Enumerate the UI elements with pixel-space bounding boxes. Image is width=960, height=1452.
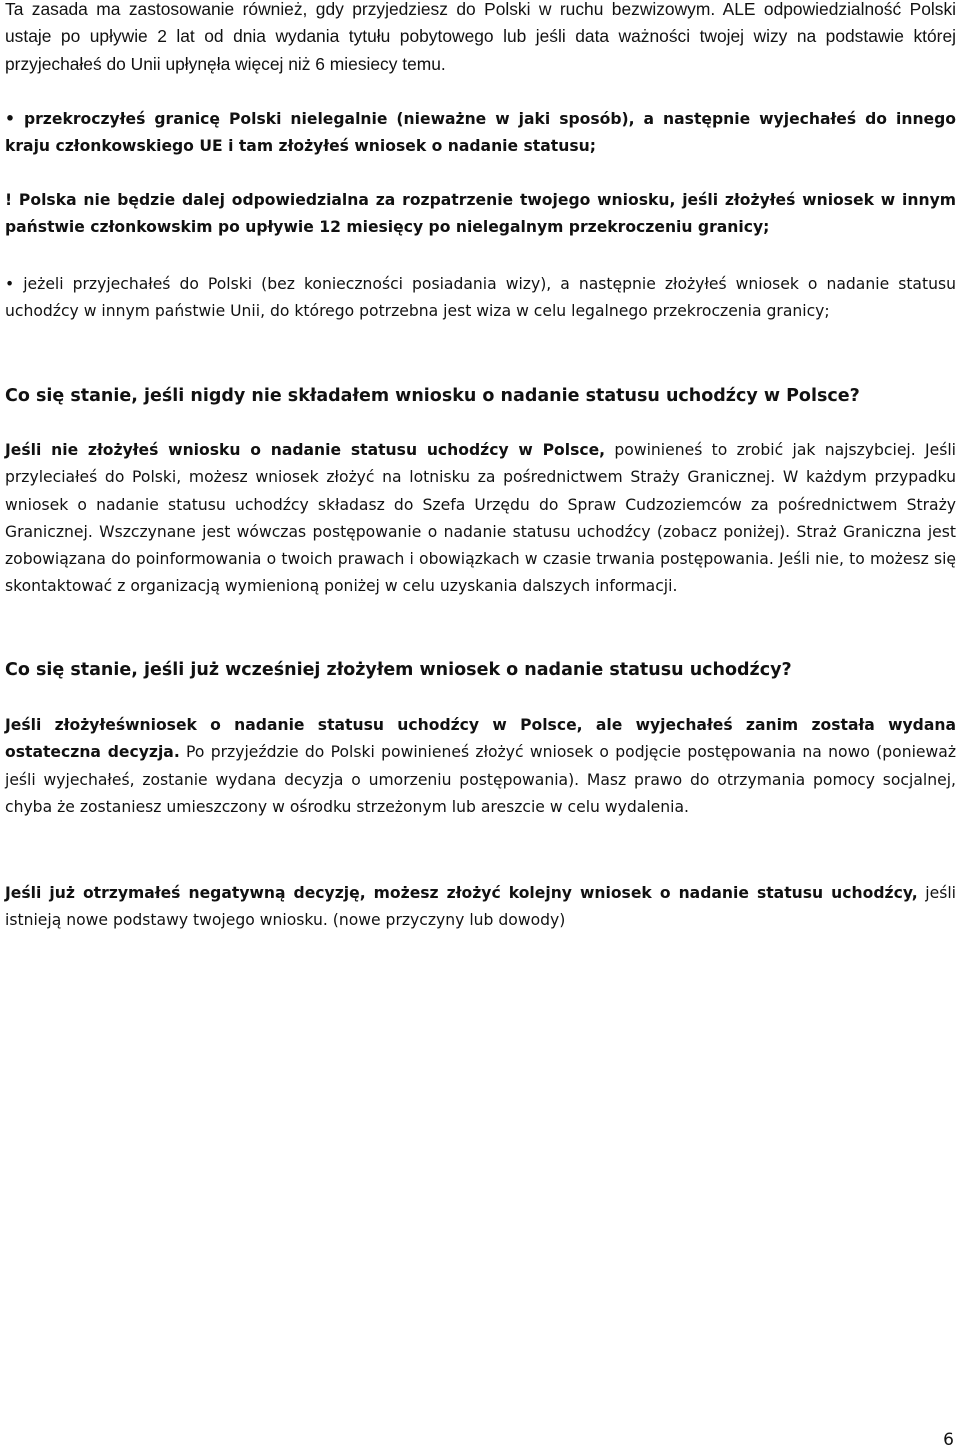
paragraph-already-applied-lead: Jeśli złożyłeśwniosek o nadanie statusu uchodźcy w Polsce, ale wyjechałeś zanim została wydana ostateczna decyzja. <box>5 716 956 762</box>
paragraph-never-applied-body: powinieneś to zrobić jak najszybciej. Jeśli przyleciałeś do Polski, możesz wniosek złożyć na lotnisku za pośrednictwem Straży Granicznej. W każdym przypadku wniosek o nadanie statusu uchodźcy składasz do Szefa Urzędu do Spraw Cudzoziemców za pośrednictwem Straży Granicznej. Wszczynane jest wówczas postępowanie o nadanie statusu uchodźcy (zobacz poniżej). Straż Graniczna jest zobowiązana do poinformowania o twoich prawach i obowiązkach w czasie trwania postępowania. Jeśli nie, to możesz się skontaktować z organizacją wymienioną poniżej w celu uzyskania dalszych informacji. <box>5 441 956 596</box>
bullet-visa-free-entry: • jeżeli przyjechałeś do Polski (bez konieczności posiadania wizy), a następnie złożyłeś wniosek o nadanie statusu uchodźcy w innym państwie Unii, do którego potrzebna jest wiza w celu legalnego przekroczenia granicy; <box>5 275 956 321</box>
warning-paragraph: ! Polska nie będzie dalej odpowiedzialna za rozpatrzenie twojego wniosku, jeśli złożyłeś wniosek w innym państwie członkowskim po upływie 12 miesięcy po nielegalnym przekroczeniu granicy; <box>5 191 956 237</box>
paragraph-already-applied-body: Po przyjeździe do Polski powinieneś złożyć wniosek o podjęcie postępowania na nowo (ponieważ jeśli wyjechałeś, zostanie wydana decyzja o umorzeniu postępowania). Masz prawo do otrzymania pomocy socjalnej, chyba że zostaniesz umieszczony w ośrodku strzeżonym lub areszcie w celu wydalenia. <box>5 743 957 816</box>
page-number: 6 <box>943 1430 954 1450</box>
paragraph-negative-decision-body: jeśli istnieją nowe podstawy twojego wniosku. (nowe przyczyny lub dowody) <box>5 884 956 930</box>
intro-paragraph: Ta zasada ma zastosowanie również, gdy przyjedziesz do Polski w ruchu bezwizowym. ALE odpowiedzialność Polski ustaje po upływie 2 lat od dnia wydania tytułu pobytowego lub jeśli data ważności twojej wizy na podstawie której przyjechałeś do Unii upłynęła więcej niż 6 miesiecy temu. <box>5 0 956 74</box>
paragraph-negative-decision-lead: Jeśli już otrzymałeś negatywną decyzję, możesz złożyć kolejny wniosek o nadanie statusu uchodźcy, <box>5 884 918 902</box>
paragraph-already-applied <box>5 712 956 821</box>
paragraph-never-applied-lead: Jeśli nie złożyłeś wniosku o nadanie statusu uchodźcy w Polsce, <box>5 441 606 459</box>
paragraph-negative-decision <box>5 880 956 935</box>
bullet-illegal-crossing: • przekroczyłeś granicę Polski nielegalnie (nieważne w jaki sposób), a następnie wyjechałeś do innego kraju członkowskiego UE i tam złożyłeś wniosek o nadanie statusu; <box>5 110 956 156</box>
paragraph-never-applied <box>5 437 956 601</box>
heading-already-applied: Co się stanie, jeśli już wcześniej złożyłem wniosek o nadanie statusu uchodźcy? <box>5 660 792 680</box>
heading-never-applied: Co się stanie, jeśli nigdy nie składałem wniosku o nadanie statusu uchodźcy w Polsce? <box>5 386 860 406</box>
